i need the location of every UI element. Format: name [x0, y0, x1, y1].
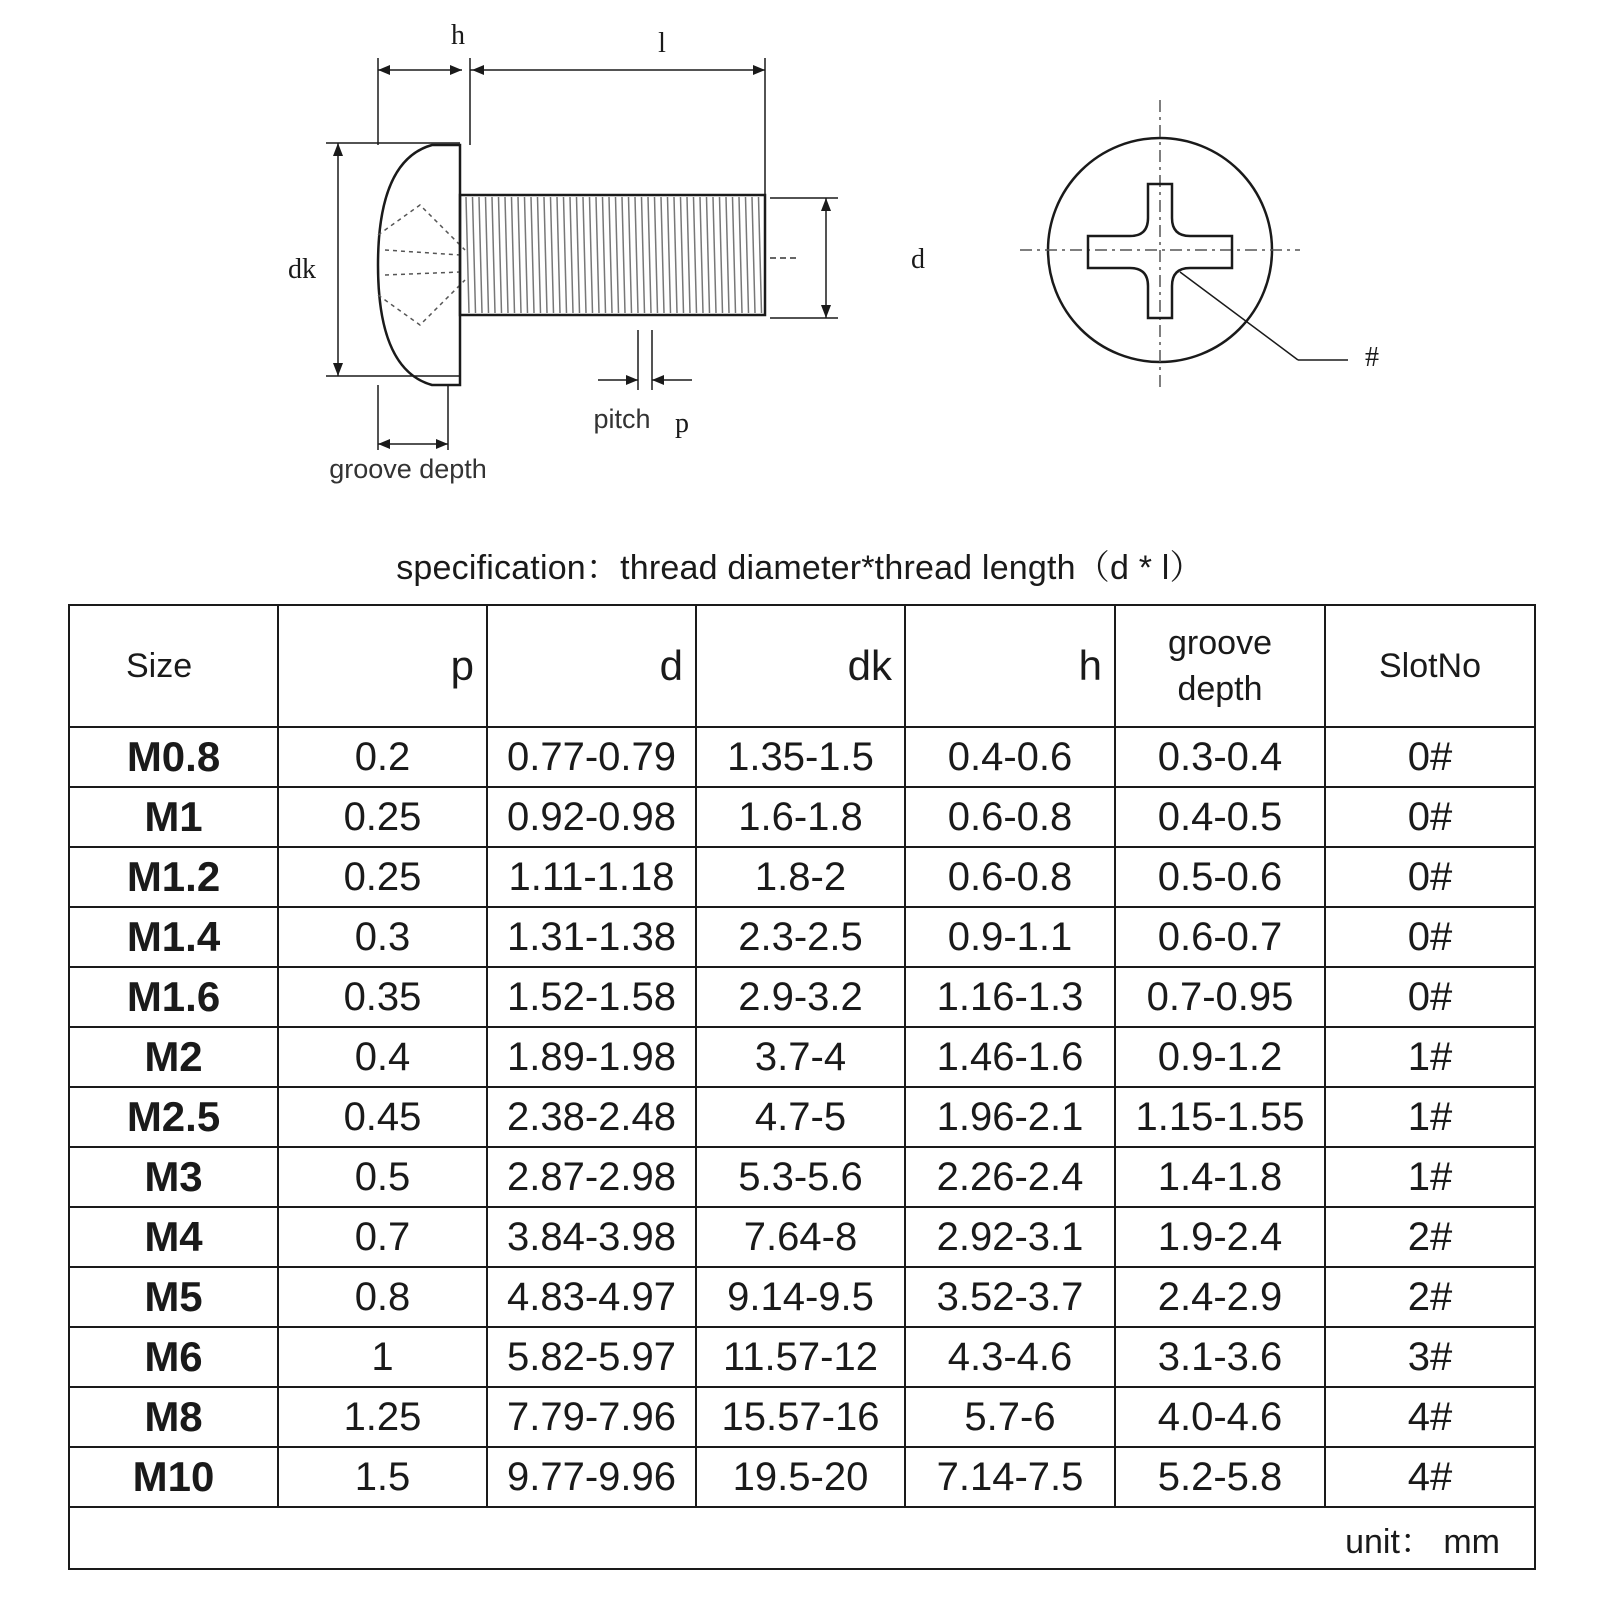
cell-slot-no: 0#	[1325, 907, 1535, 967]
table-header-row	[69, 605, 1535, 727]
cell-p: 0.4	[278, 1027, 487, 1087]
cell-slot-no: 1#	[1325, 1087, 1535, 1147]
cell-dk: 2.3-2.5	[696, 907, 905, 967]
thread-line	[733, 197, 736, 313]
cell-size: M6	[69, 1327, 278, 1387]
thread-line	[622, 197, 625, 313]
cell-d: 1.11-1.18	[487, 847, 696, 907]
cell-slot-no: 4#	[1325, 1387, 1535, 1447]
cell-p: 1	[278, 1327, 487, 1387]
cell-dk: 1.8-2	[696, 847, 905, 907]
cell-dk: 5.3-5.6	[696, 1147, 905, 1207]
cell-dk: 9.14-9.5	[696, 1267, 905, 1327]
cell-h: 3.52-3.7	[905, 1267, 1115, 1327]
cell-size: M0.8	[69, 727, 278, 787]
unit-note: unit： mm	[69, 1507, 1535, 1569]
table-row	[69, 1147, 1535, 1207]
cell-groove-depth: 2.4-2.9	[1115, 1267, 1325, 1327]
thread-line	[590, 197, 593, 313]
label-d: d	[911, 244, 925, 275]
cell-p: 0.35	[278, 967, 487, 1027]
thread-line	[746, 197, 749, 313]
header-groove-depth: groove depth	[1115, 605, 1325, 727]
thread-line	[629, 197, 632, 313]
cell-slot-no: 2#	[1325, 1267, 1535, 1327]
table-row	[69, 727, 1535, 787]
thread-line	[687, 197, 690, 313]
cell-h: 7.14-7.5	[905, 1447, 1115, 1507]
thread-line	[525, 197, 528, 313]
table-row	[69, 847, 1535, 907]
cell-d: 1.31-1.38	[487, 907, 696, 967]
cell-slot-no: 0#	[1325, 727, 1535, 787]
cell-p: 1.5	[278, 1447, 487, 1507]
cell-h: 1.46-1.6	[905, 1027, 1115, 1087]
recess-hidden-lines	[378, 205, 465, 325]
cell-h: 0.6-0.8	[905, 787, 1115, 847]
label-h: h	[451, 20, 465, 51]
cell-dk: 2.9-3.2	[696, 967, 905, 1027]
cell-h: 2.26-2.4	[905, 1147, 1115, 1207]
thread-line	[486, 197, 489, 313]
cell-groove-depth: 0.3-0.4	[1115, 727, 1325, 787]
thread-line	[713, 197, 716, 313]
cell-h: 1.16-1.3	[905, 967, 1115, 1027]
cell-p: 0.2	[278, 727, 487, 787]
cell-h: 4.3-4.6	[905, 1327, 1115, 1387]
cell-groove-depth: 0.7-0.95	[1115, 967, 1325, 1027]
header-p: p	[278, 605, 487, 727]
cell-p: 0.5	[278, 1147, 487, 1207]
cell-slot-no: 0#	[1325, 847, 1535, 907]
thread-line	[570, 197, 573, 313]
cell-groove-depth: 1.9-2.4	[1115, 1207, 1325, 1267]
cell-slot-no: 4#	[1325, 1447, 1535, 1507]
cell-dk: 19.5-20	[696, 1447, 905, 1507]
header-slot-no: SlotNo	[1325, 605, 1535, 727]
side-view	[326, 58, 838, 450]
thread-line	[694, 197, 697, 313]
screw-dimension-diagram	[0, 0, 1600, 520]
thread-line	[512, 197, 515, 313]
table-row	[69, 1027, 1535, 1087]
screw-spec-table	[68, 604, 1536, 1570]
cell-slot-no: 2#	[1325, 1207, 1535, 1267]
thread-line	[596, 197, 599, 313]
table-row	[69, 1387, 1535, 1447]
thread-line	[720, 197, 723, 313]
table-row	[69, 967, 1535, 1027]
thread-line	[538, 197, 541, 313]
header-h: h	[905, 605, 1115, 727]
cell-groove-depth: 0.9-1.2	[1115, 1027, 1325, 1087]
cell-dk: 1.35-1.5	[696, 727, 905, 787]
cell-groove-depth: 1.15-1.55	[1115, 1087, 1325, 1147]
cell-slot-no: 1#	[1325, 1147, 1535, 1207]
cell-size: M5	[69, 1267, 278, 1327]
thread-line	[635, 197, 638, 313]
cell-p: 0.45	[278, 1087, 487, 1147]
thread-line	[466, 197, 469, 313]
cell-size: M1.4	[69, 907, 278, 967]
header-dk: dk	[696, 605, 905, 727]
cell-groove-depth: 0.6-0.7	[1115, 907, 1325, 967]
thread-line	[518, 197, 521, 313]
screw-head	[378, 145, 460, 385]
cell-p: 0.8	[278, 1267, 487, 1327]
label-pitch: pitch	[593, 404, 651, 434]
thread-line	[531, 197, 534, 313]
cell-slot-no: 0#	[1325, 967, 1535, 1027]
table-row	[69, 1207, 1535, 1267]
thread-line	[759, 197, 762, 313]
top-view	[1020, 100, 1348, 392]
cell-dk: 7.64-8	[696, 1207, 905, 1267]
label-l: l	[658, 28, 666, 59]
cell-d: 0.77-0.79	[487, 727, 696, 787]
cell-dk: 4.7-5	[696, 1087, 905, 1147]
cell-h: 0.6-0.8	[905, 847, 1115, 907]
thread-line	[564, 197, 567, 313]
thread-lines	[466, 197, 762, 313]
cell-size: M1.2	[69, 847, 278, 907]
cell-p: 0.7	[278, 1207, 487, 1267]
cell-dk: 15.57-16	[696, 1387, 905, 1447]
cell-groove-depth: 5.2-5.8	[1115, 1447, 1325, 1507]
thread-line	[739, 197, 742, 313]
thread-line	[603, 197, 606, 313]
header-size: Size	[69, 605, 278, 727]
thread-line	[492, 197, 495, 313]
label-p: p	[675, 408, 689, 439]
cell-d: 0.92-0.98	[487, 787, 696, 847]
table-row	[69, 1327, 1535, 1387]
cell-size: M2	[69, 1027, 278, 1087]
thread-line	[700, 197, 703, 313]
thread-line	[726, 197, 729, 313]
thread-line	[557, 197, 560, 313]
table-row	[69, 1087, 1535, 1147]
thread-line	[577, 197, 580, 313]
cell-groove-depth: 1.4-1.8	[1115, 1147, 1325, 1207]
cell-d: 7.79-7.96	[487, 1387, 696, 1447]
cell-d: 3.84-3.98	[487, 1207, 696, 1267]
thread-line	[499, 197, 502, 313]
cell-h: 0.4-0.6	[905, 727, 1115, 787]
cell-d: 1.89-1.98	[487, 1027, 696, 1087]
label-groove-depth: groove depth	[329, 454, 487, 484]
label-slot-number: #	[1365, 342, 1379, 373]
cell-size: M3	[69, 1147, 278, 1207]
cell-slot-no: 1#	[1325, 1027, 1535, 1087]
cell-slot-no: 0#	[1325, 787, 1535, 847]
cell-groove-depth: 3.1-3.6	[1115, 1327, 1325, 1387]
table-row	[69, 907, 1535, 967]
cell-groove-depth: 4.0-4.6	[1115, 1387, 1325, 1447]
cell-groove-depth: 0.5-0.6	[1115, 847, 1325, 907]
cell-d: 9.77-9.96	[487, 1447, 696, 1507]
cell-p: 0.25	[278, 787, 487, 847]
thread-line	[479, 197, 482, 313]
thread-line	[668, 197, 671, 313]
table-row	[69, 787, 1535, 847]
cell-h: 5.7-6	[905, 1387, 1115, 1447]
cell-d: 2.87-2.98	[487, 1147, 696, 1207]
table-row	[69, 1267, 1535, 1327]
thread-line	[473, 197, 476, 313]
thread-line	[544, 197, 547, 313]
thread-line	[648, 197, 651, 313]
cell-d: 5.82-5.97	[487, 1327, 696, 1387]
thread-line	[583, 197, 586, 313]
cell-p: 0.3	[278, 907, 487, 967]
thread-line	[752, 197, 755, 313]
cell-h: 1.96-2.1	[905, 1087, 1115, 1147]
thread-line	[616, 197, 619, 313]
table-body	[69, 727, 1535, 1507]
thread-line	[655, 197, 658, 313]
label-dk: dk	[288, 254, 316, 285]
unit-row	[69, 1507, 1535, 1569]
cell-d: 4.83-4.97	[487, 1267, 696, 1327]
cell-p: 1.25	[278, 1387, 487, 1447]
thread-line	[551, 197, 554, 313]
thread-line	[674, 197, 677, 313]
cell-slot-no: 3#	[1325, 1327, 1535, 1387]
cell-h: 2.92-3.1	[905, 1207, 1115, 1267]
cell-size: M4	[69, 1207, 278, 1267]
cell-h: 0.9-1.1	[905, 907, 1115, 967]
cell-size: M1	[69, 787, 278, 847]
cell-size: M10	[69, 1447, 278, 1507]
cell-groove-depth: 0.4-0.5	[1115, 787, 1325, 847]
thread-line	[505, 197, 508, 313]
specification-caption: specification：thread diameter*thread length（d * l）	[396, 549, 1204, 587]
cell-d: 2.38-2.48	[487, 1087, 696, 1147]
table-row	[69, 1447, 1535, 1507]
cell-dk: 3.7-4	[696, 1027, 905, 1087]
thread-line	[661, 197, 664, 313]
thread-line	[707, 197, 710, 313]
cell-dk: 1.6-1.8	[696, 787, 905, 847]
header-d: d	[487, 605, 696, 727]
cell-d: 1.52-1.58	[487, 967, 696, 1027]
cell-size: M1.6	[69, 967, 278, 1027]
thread-line	[609, 197, 612, 313]
cell-size: M2.5	[69, 1087, 278, 1147]
thread-line	[642, 197, 645, 313]
thread-line	[681, 197, 684, 313]
cell-size: M8	[69, 1387, 278, 1447]
slot-leader-line	[1180, 272, 1298, 360]
cell-p: 0.25	[278, 847, 487, 907]
cell-dk: 11.57-12	[696, 1327, 905, 1387]
